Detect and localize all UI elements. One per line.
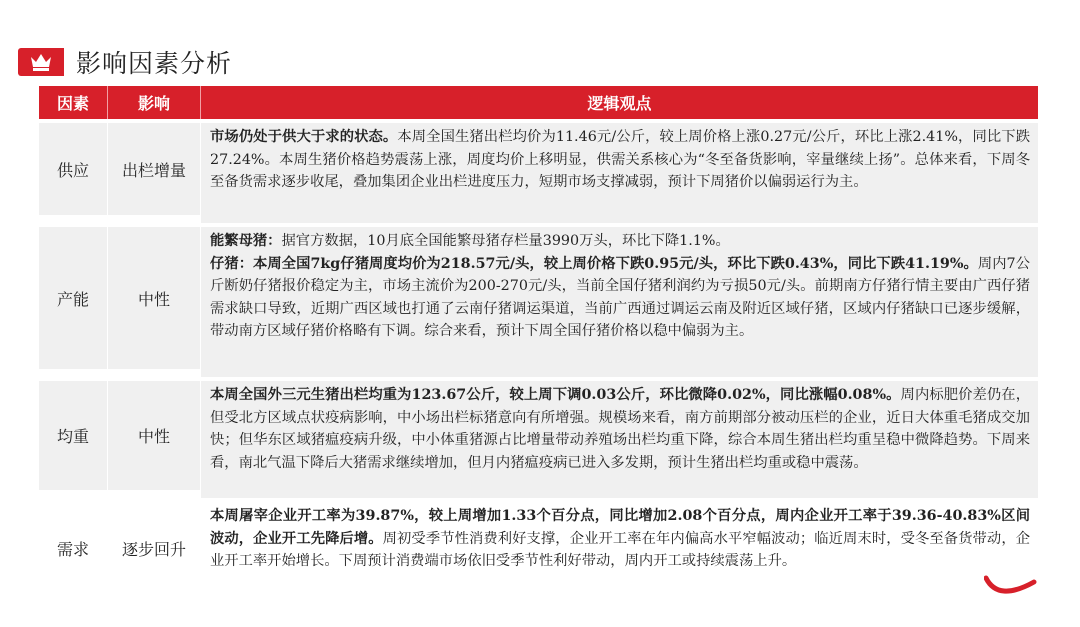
factor-cell: 产能 xyxy=(39,227,107,369)
table-row xyxy=(39,123,1038,223)
logic-text: 周内7公斤断奶仔猪报价稳定为主，市场主流价为200-270元/头，当前全国仔猪利润约为亏损50元/头。前期南方仔猪行情主要由广西仔猪需求缺口导致，近期广西区域也打通了云南仔猪调运渠道，当前广西通过调运云南及附近区域仔猪，区域内仔猪缺口已逐步缓解，带动南方区域仔猪价格略有下调。综合来看，预计下周全国仔猪价格以稳中偏弱为主。 xyxy=(210,255,1030,339)
impact-cell: 出栏增量 xyxy=(108,123,200,215)
crown-icon xyxy=(30,52,52,72)
table-row xyxy=(39,502,1038,602)
factor-cell: 需求 xyxy=(39,502,107,594)
column-header-factor: 因素 xyxy=(56,94,89,113)
factor-cell: 供应 xyxy=(39,123,107,215)
analysis-table xyxy=(39,86,1038,602)
section-header xyxy=(18,44,232,80)
logic-cell xyxy=(201,123,1038,223)
logic-cell xyxy=(201,381,1038,498)
logic-bold: 能繁母猪： xyxy=(210,233,282,249)
logic-text: 周初受季节性消费利好支撑，企业开工率在年内偏高水平窄幅波动；临近周末时，受冬至备货带动，企业开工率开始增长。下周预计消费端市场依旧受季节性利好带动，周内开工或持续震荡上升。 xyxy=(210,530,1031,569)
logic-paragraph xyxy=(210,230,1030,343)
logic-cell xyxy=(201,227,1038,377)
impact-cell: 中性 xyxy=(108,227,200,369)
table-header xyxy=(39,86,1038,119)
impact-cell: 逐步回升 xyxy=(108,502,200,594)
impact-cell: 中性 xyxy=(108,381,200,490)
logic-bold: 仔猪：本周全国7kg仔猪周度均价为218.57元/头，较上周价格下跌0.95元/头，环比下跌0.43%，同比下跌41.19%。 xyxy=(210,255,978,272)
logic-text: 本周全国生猪出栏均价为11.46元/公斤，较上周价格上涨0.27元/公斤，环比上涨2.41%，同比下跌27.24%。本周生猪价格趋势震荡上涨，周度均价上移明显，供需关系核心为“冬至备货影响，宰量继续上扬”。总体来看，下周冬至备货需求逐步收尾，叠加集团企业出栏进度压力，短期市场支撑减弱，预计下周猪价以偏弱运行为主。 xyxy=(210,129,1030,190)
table-row xyxy=(39,227,1038,377)
header-accent-bar xyxy=(18,48,64,76)
logic-paragraph xyxy=(210,126,1030,194)
table-row xyxy=(39,381,1038,498)
page-title: 影响因素分析 xyxy=(76,49,233,78)
logic-paragraph xyxy=(210,505,1030,573)
decorative-arc-icon xyxy=(984,572,1038,606)
column-header-impact: 影响 xyxy=(107,86,200,119)
logic-text: 周内标肥价差仍在，但受北方区域点状疫病影响，中小场出栏标猪意向有所增强。规模场来看，南方前期部分被动压栏的企业，近日大体重毛猪成交加快；但华东区域猪瘟疫病升级，中小体重猪源占比增量带动养殖场出栏均重下降，综合本周生猪出栏均重呈稳中微降趋势。下周来看，南北气温下降后大猪需求继续增加，但月内猪瘟疫病已进入多发期，预计生猪出栏均重或稳中震荡。 xyxy=(210,387,1030,471)
factor-cell: 均重 xyxy=(39,381,107,490)
logic-bold: 本周屠宰企业开工率为39.87%，较上周增加1.33个百分点，同比增加2.08个百分点，周内企业开工率于39.36-40.83%区间波动，企业开工先降后增。 xyxy=(210,508,1030,547)
logic-bold: 本周全国外三元生猪出栏均重为123.67公斤，较上周下调0.03公斤，环比微降0.02%，同比涨幅0.08%。 xyxy=(210,387,901,403)
logic-bold: 市场仍处于供大于求的状态。 xyxy=(210,129,398,145)
logic-cell xyxy=(201,502,1038,602)
logic-paragraph xyxy=(210,384,1030,474)
logic-text: 据官方数据，10月底全国能繁母猪存栏量3990万头，环比下降1.1%。 xyxy=(281,233,730,249)
column-header-logic: 逻辑观点 xyxy=(200,86,1038,119)
